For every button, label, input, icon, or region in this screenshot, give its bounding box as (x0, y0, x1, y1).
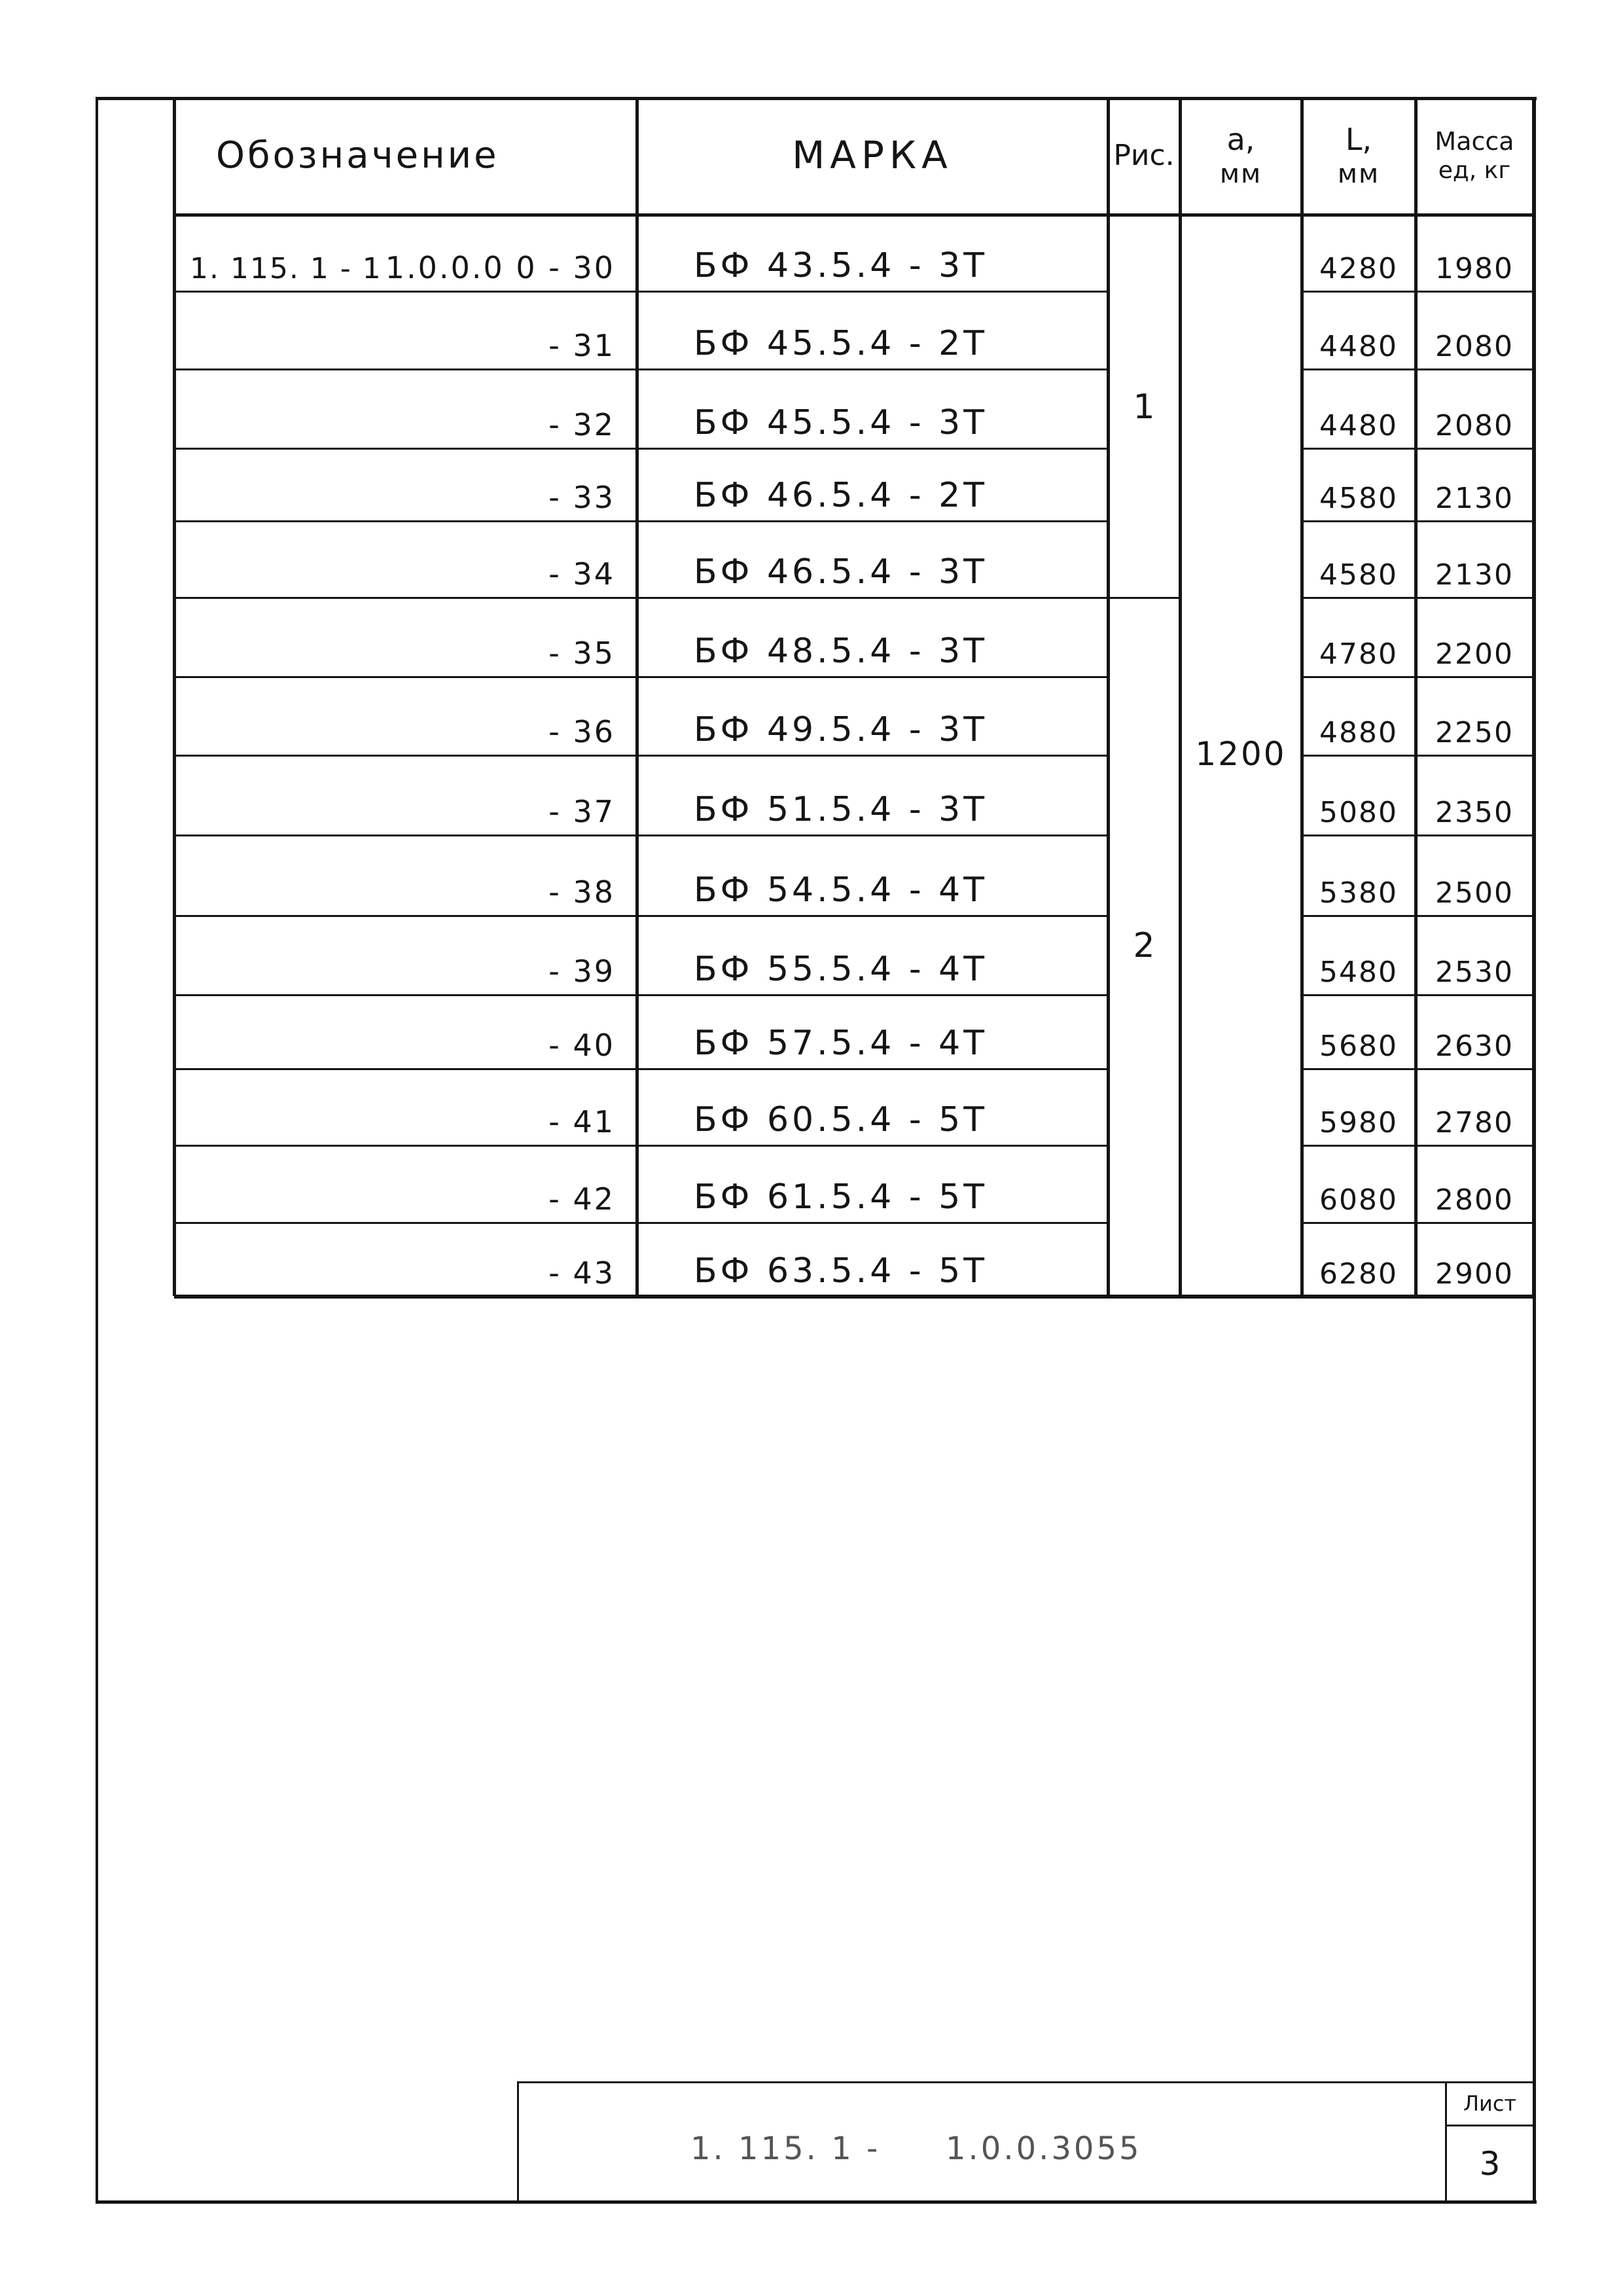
row-designation-code: - 43 (548, 1255, 615, 1291)
table-col-line (173, 97, 176, 1296)
row-mass: 2780 (1435, 1106, 1514, 1139)
row-mark: БФ 61.5.4 - 5Т (694, 1177, 988, 1217)
header-figure: Рис. (1113, 138, 1175, 172)
stamp-sheet-label: Лист (1463, 2091, 1517, 2117)
row-length: 5380 (1319, 876, 1398, 910)
row-mark: БФ 60.5.4 - 5Т (694, 1100, 988, 1139)
figure-group-1: 1 (1133, 387, 1155, 427)
row-mark: БФ 45.5.4 - 3Т (694, 403, 988, 442)
row-length: 4880 (1319, 716, 1398, 749)
header-mark: МАРКА (792, 133, 953, 178)
row-designation-code: 1.0.0.0 0 - 30 (385, 250, 615, 285)
row-mass: 2530 (1435, 956, 1514, 989)
row-mass: 2080 (1435, 330, 1514, 363)
row-mass: 2130 (1435, 558, 1514, 592)
table-col-line (635, 97, 639, 1296)
row-designation-code: - 32 (548, 407, 615, 442)
row-mark: БФ 63.5.4 - 5Т (694, 1251, 988, 1291)
row-designation-code: - 40 (548, 1028, 615, 1063)
row-mass: 2800 (1435, 1183, 1514, 1217)
row-length: 4580 (1319, 558, 1398, 592)
stamp-designation-series: 1. 115. 1 - (690, 2130, 881, 2167)
header-a-label: a, (1226, 122, 1255, 158)
row-mark: БФ 46.5.4 - 2Т (694, 476, 988, 515)
stamp-sheet-number: 3 (1479, 2144, 1501, 2183)
row-designation-code: - 33 (548, 480, 615, 515)
row-mark: БФ 48.5.4 - 3Т (694, 632, 988, 671)
header-mass-label: Масса (1435, 126, 1514, 156)
row-mass: 2250 (1435, 716, 1514, 749)
row-mass: 2630 (1435, 1030, 1514, 1063)
row-length: 5980 (1319, 1106, 1398, 1139)
stamp-top-line (517, 2081, 1535, 2083)
row-mass: 2080 (1435, 409, 1514, 442)
row-mark: БФ 45.5.4 - 2Т (694, 324, 988, 363)
row-mark: БФ 54.5.4 - 4Т (694, 870, 988, 910)
row-designation-code: - 41 (548, 1104, 615, 1139)
header-length (1302, 99, 1416, 212)
frame-left-line (96, 97, 98, 2203)
row-mark: БФ 46.5.4 - 3Т (694, 552, 988, 592)
row-designation-code: - 31 (548, 328, 615, 363)
row-length: 4280 (1319, 252, 1398, 285)
header-a (1180, 99, 1302, 212)
row-designation-code: - 39 (548, 954, 615, 989)
row-length: 6080 (1319, 1183, 1398, 1217)
header-mass-unit: ед, кг (1438, 157, 1511, 185)
row-length: 5680 (1319, 1030, 1398, 1063)
figure-group-2: 2 (1133, 925, 1155, 965)
stamp-designation-code: 1.0.0.3055 (946, 2130, 1142, 2167)
row-mass: 2900 (1435, 1257, 1514, 1291)
row-mass: 2500 (1435, 876, 1514, 910)
row-length: 4580 (1319, 482, 1398, 515)
row-mark: БФ 43.5.4 - 3Т (694, 246, 988, 285)
row-mark: БФ 57.5.4 - 4Т (694, 1024, 988, 1063)
row-designation-code: - 34 (548, 556, 615, 592)
a-value-merged: 1200 (1195, 735, 1287, 773)
row-length: 5080 (1319, 796, 1398, 829)
row-designation-code: - 38 (548, 874, 615, 910)
header-length-label: L, (1345, 122, 1372, 158)
frame-bottom-line (96, 2200, 1537, 2204)
row-length: 6280 (1319, 1257, 1398, 1291)
stamp-left-line (517, 2081, 519, 2203)
row-designation-code: - 37 (548, 794, 615, 829)
row-length: 4480 (1319, 330, 1398, 363)
row-designation-code: - 36 (548, 714, 615, 749)
row-designation-code: - 42 (548, 1181, 615, 1217)
header-a-unit: мм (1219, 158, 1262, 189)
row-mark: БФ 51.5.4 - 3Т (694, 790, 988, 829)
row-length: 4480 (1319, 409, 1398, 442)
header-mass (1416, 99, 1533, 212)
row-mass: 2200 (1435, 637, 1514, 671)
row-mass: 2130 (1435, 482, 1514, 515)
row-mark: БФ 49.5.4 - 3Т (694, 710, 988, 749)
row-mass: 2350 (1435, 796, 1514, 829)
row-length: 5480 (1319, 956, 1398, 989)
header-designation: Обозначение (216, 134, 499, 177)
row-designation-code: - 35 (548, 636, 615, 671)
row-mass: 1980 (1435, 252, 1514, 285)
row-length: 4780 (1319, 637, 1398, 671)
row-mark: БФ 55.5.4 - 4Т (694, 950, 988, 989)
header-length-unit: мм (1337, 158, 1380, 189)
row-series: 1. 115. 1 - 1 (190, 252, 382, 285)
